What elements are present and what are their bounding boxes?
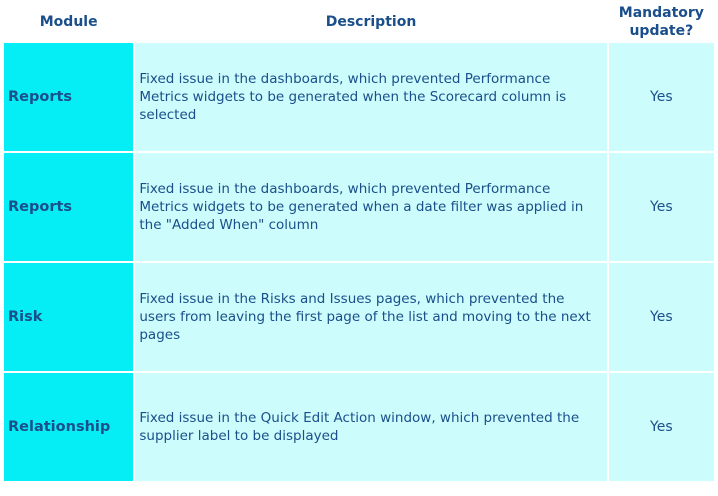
- description-cell: Fixed issue in the Quick Edit Action window, which prevented the supplier label to be displayed: [135, 373, 606, 481]
- module-cell: Reports: [4, 153, 133, 261]
- table-row: [4, 263, 714, 371]
- release-notes-table: [2, 0, 716, 483]
- mandatory-cell: Yes: [609, 373, 714, 481]
- table-row: [4, 153, 714, 261]
- table-header-row: [4, 2, 714, 41]
- table-row: [4, 43, 714, 151]
- description-cell: Fixed issue in the dashboards, which prevented Performance Metrics widgets to be generated when the Scorecard column is selected: [135, 43, 606, 151]
- mandatory-column-header: [609, 2, 714, 41]
- mandatory-cell: Yes: [609, 263, 714, 371]
- module-cell: Risk: [4, 263, 133, 371]
- mandatory-header-line1: Mandatory: [618, 4, 704, 21]
- table-row: [4, 373, 714, 481]
- module-cell: Relationship: [4, 373, 133, 481]
- description-column-header: Description: [135, 2, 606, 41]
- description-cell: Fixed issue in the dashboards, which prevented Performance Metrics widgets to be generated when a date filter was applied in the "Added When" column: [135, 153, 606, 261]
- mandatory-cell: Yes: [609, 43, 714, 151]
- module-column-header: Module: [4, 2, 133, 41]
- mandatory-cell: Yes: [609, 153, 714, 261]
- description-cell: Fixed issue in the Risks and Issues pages, which prevented the users from leaving the first page of the list and moving to the next pages: [135, 263, 606, 371]
- mandatory-header-line2: update?: [629, 22, 694, 39]
- module-cell: Reports: [4, 43, 133, 151]
